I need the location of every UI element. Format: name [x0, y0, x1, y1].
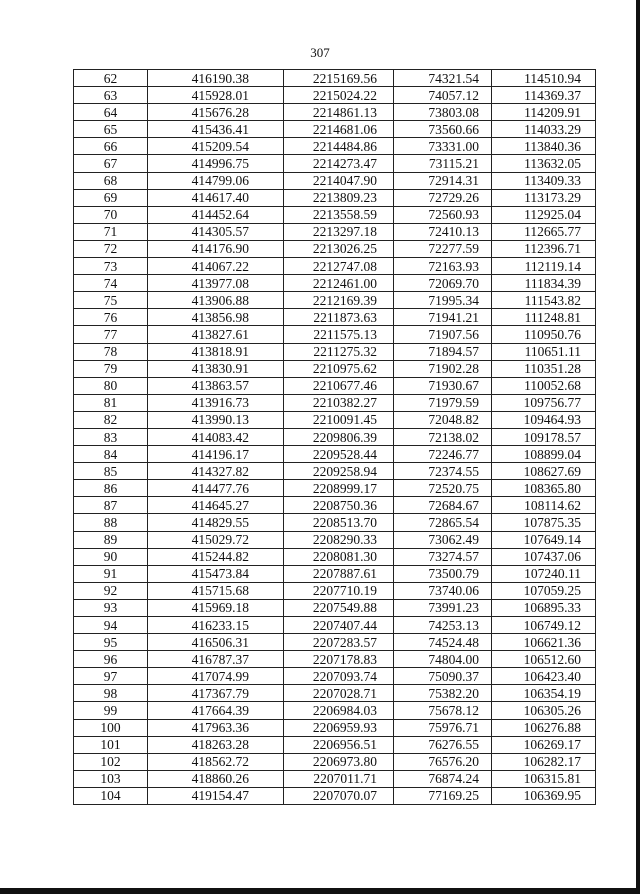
point-number-cell: 70	[74, 206, 148, 223]
point-number-cell: 78	[74, 343, 148, 360]
point-number-cell: 75	[74, 292, 148, 309]
value-cell-3: 71930.67	[394, 377, 492, 394]
table-row	[74, 343, 596, 360]
table-row	[74, 719, 596, 736]
value-cell-2: 2207028.71	[284, 685, 394, 702]
point-number-cell: 94	[74, 617, 148, 634]
value-cell-2: 2210382.27	[284, 394, 394, 411]
value-cell-2: 2207011.71	[284, 770, 394, 787]
point-number-cell: 85	[74, 463, 148, 480]
value-cell-4: 110651.11	[492, 343, 596, 360]
value-cell-1: 415244.82	[148, 548, 284, 565]
value-cell-3: 73274.57	[394, 548, 492, 565]
value-cell-4: 108365.80	[492, 480, 596, 497]
point-number-cell: 83	[74, 428, 148, 445]
point-number-cell: 68	[74, 172, 148, 189]
value-cell-3: 74524.48	[394, 634, 492, 651]
value-cell-2: 2209528.44	[284, 446, 394, 463]
value-cell-1: 416787.37	[148, 651, 284, 668]
value-cell-1: 415436.41	[148, 121, 284, 138]
value-cell-4: 110351.28	[492, 360, 596, 377]
coordinate-table	[73, 69, 596, 805]
value-cell-2: 2206984.03	[284, 702, 394, 719]
value-cell-4: 111834.39	[492, 275, 596, 292]
value-cell-3: 75976.71	[394, 719, 492, 736]
value-cell-3: 75382.20	[394, 685, 492, 702]
value-cell-2: 2207093.74	[284, 668, 394, 685]
value-cell-4: 113840.36	[492, 138, 596, 155]
value-cell-2: 2212169.39	[284, 292, 394, 309]
point-number-cell: 73	[74, 258, 148, 275]
table-row	[74, 548, 596, 565]
value-cell-2: 2207178.83	[284, 651, 394, 668]
point-number-cell: 84	[74, 446, 148, 463]
value-cell-2: 2208999.17	[284, 480, 394, 497]
value-cell-2: 2214681.06	[284, 121, 394, 138]
value-cell-4: 109756.77	[492, 394, 596, 411]
value-cell-3: 72729.26	[394, 189, 492, 206]
table-row	[74, 582, 596, 599]
table-row	[74, 275, 596, 292]
point-number-cell: 96	[74, 651, 148, 668]
value-cell-2: 2206959.93	[284, 719, 394, 736]
value-cell-2: 2213026.25	[284, 240, 394, 257]
value-cell-2: 2208290.33	[284, 531, 394, 548]
table-row	[74, 634, 596, 651]
value-cell-1: 414799.06	[148, 172, 284, 189]
value-cell-2: 2206973.80	[284, 753, 394, 770]
value-cell-2: 2215024.22	[284, 87, 394, 104]
value-cell-4: 111543.82	[492, 292, 596, 309]
value-cell-1: 414083.42	[148, 428, 284, 445]
value-cell-4: 107437.06	[492, 548, 596, 565]
point-number-cell: 66	[74, 138, 148, 155]
point-number-cell: 95	[74, 634, 148, 651]
value-cell-1: 419154.47	[148, 787, 284, 804]
value-cell-1: 416190.38	[148, 70, 284, 87]
table-row	[74, 172, 596, 189]
value-cell-4: 112119.14	[492, 258, 596, 275]
value-cell-2: 2213558.59	[284, 206, 394, 223]
value-cell-1: 414067.22	[148, 258, 284, 275]
value-cell-2: 2210677.46	[284, 377, 394, 394]
point-number-cell: 80	[74, 377, 148, 394]
point-number-cell: 104	[74, 787, 148, 804]
value-cell-3: 72048.82	[394, 411, 492, 428]
value-cell-1: 417367.79	[148, 685, 284, 702]
table-row	[74, 753, 596, 770]
value-cell-4: 113409.33	[492, 172, 596, 189]
value-cell-1: 414176.90	[148, 240, 284, 257]
value-cell-1: 414452.64	[148, 206, 284, 223]
point-number-cell: 77	[74, 326, 148, 343]
value-cell-4: 114369.37	[492, 87, 596, 104]
table-row	[74, 309, 596, 326]
table-body	[74, 70, 596, 805]
value-cell-4: 106305.26	[492, 702, 596, 719]
value-cell-4: 106512.60	[492, 651, 596, 668]
value-cell-3: 72138.02	[394, 428, 492, 445]
table-row	[74, 446, 596, 463]
value-cell-1: 414645.27	[148, 497, 284, 514]
value-cell-2: 2209806.39	[284, 428, 394, 445]
value-cell-1: 417074.99	[148, 668, 284, 685]
table-row	[74, 497, 596, 514]
value-cell-3: 72069.70	[394, 275, 492, 292]
value-cell-1: 413906.88	[148, 292, 284, 309]
table-row	[74, 360, 596, 377]
value-cell-2: 2207887.61	[284, 565, 394, 582]
value-cell-1: 415473.84	[148, 565, 284, 582]
point-number-cell: 63	[74, 87, 148, 104]
point-number-cell: 82	[74, 411, 148, 428]
value-cell-2: 2207710.19	[284, 582, 394, 599]
point-number-cell: 79	[74, 360, 148, 377]
value-cell-4: 106269.17	[492, 736, 596, 753]
value-cell-4: 114033.29	[492, 121, 596, 138]
value-cell-3: 73115.21	[394, 155, 492, 172]
value-cell-1: 416233.15	[148, 617, 284, 634]
table-row	[74, 87, 596, 104]
value-cell-3: 72914.31	[394, 172, 492, 189]
table-row	[74, 240, 596, 257]
value-cell-2: 2207407.44	[284, 617, 394, 634]
value-cell-4: 110052.68	[492, 377, 596, 394]
table-row	[74, 206, 596, 223]
value-cell-3: 73803.08	[394, 104, 492, 121]
value-cell-2: 2208750.36	[284, 497, 394, 514]
point-number-cell: 102	[74, 753, 148, 770]
value-cell-2: 2206956.51	[284, 736, 394, 753]
value-cell-4: 114209.91	[492, 104, 596, 121]
value-cell-3: 71941.21	[394, 309, 492, 326]
value-cell-4: 106315.81	[492, 770, 596, 787]
value-cell-4: 109178.57	[492, 428, 596, 445]
value-cell-2: 2214484.86	[284, 138, 394, 155]
value-cell-3: 73740.06	[394, 582, 492, 599]
point-number-cell: 65	[74, 121, 148, 138]
table-row	[74, 121, 596, 138]
point-number-cell: 87	[74, 497, 148, 514]
value-cell-4: 113632.05	[492, 155, 596, 172]
value-cell-1: 414327.82	[148, 463, 284, 480]
value-cell-2: 2210975.62	[284, 360, 394, 377]
table-row	[74, 155, 596, 172]
value-cell-1: 415715.68	[148, 582, 284, 599]
point-number-cell: 76	[74, 309, 148, 326]
value-cell-3: 71979.59	[394, 394, 492, 411]
table-row	[74, 189, 596, 206]
point-number-cell: 92	[74, 582, 148, 599]
value-cell-4: 106282.17	[492, 753, 596, 770]
table-row	[74, 787, 596, 804]
value-cell-4: 106354.19	[492, 685, 596, 702]
value-cell-1: 414829.55	[148, 514, 284, 531]
value-cell-2: 2211575.13	[284, 326, 394, 343]
page-edge-bottom	[0, 888, 640, 894]
point-number-cell: 100	[74, 719, 148, 736]
table-row	[74, 480, 596, 497]
value-cell-3: 75678.12	[394, 702, 492, 719]
table-row	[74, 104, 596, 121]
value-cell-1: 415969.18	[148, 599, 284, 616]
value-cell-1: 415928.01	[148, 87, 284, 104]
table-row	[74, 651, 596, 668]
value-cell-4: 114510.94	[492, 70, 596, 87]
value-cell-4: 106276.88	[492, 719, 596, 736]
value-cell-3: 73560.66	[394, 121, 492, 138]
table-row	[74, 394, 596, 411]
value-cell-1: 418860.26	[148, 770, 284, 787]
point-number-cell: 90	[74, 548, 148, 565]
table-row	[74, 138, 596, 155]
point-number-cell: 101	[74, 736, 148, 753]
value-cell-4: 106749.12	[492, 617, 596, 634]
point-number-cell: 69	[74, 189, 148, 206]
value-cell-3: 75090.37	[394, 668, 492, 685]
value-cell-1: 413916.73	[148, 394, 284, 411]
value-cell-1: 413990.13	[148, 411, 284, 428]
value-cell-4: 113173.29	[492, 189, 596, 206]
value-cell-3: 71995.34	[394, 292, 492, 309]
point-number-cell: 86	[74, 480, 148, 497]
value-cell-3: 74321.54	[394, 70, 492, 87]
value-cell-3: 73331.00	[394, 138, 492, 155]
value-cell-3: 72520.75	[394, 480, 492, 497]
value-cell-1: 414196.17	[148, 446, 284, 463]
table-row	[74, 617, 596, 634]
point-number-cell: 98	[74, 685, 148, 702]
value-cell-4: 107059.25	[492, 582, 596, 599]
point-number-cell: 67	[74, 155, 148, 172]
value-cell-3: 72684.67	[394, 497, 492, 514]
value-cell-1: 416506.31	[148, 634, 284, 651]
value-cell-2: 2211275.32	[284, 343, 394, 360]
value-cell-2: 2209258.94	[284, 463, 394, 480]
point-number-cell: 99	[74, 702, 148, 719]
value-cell-3: 76576.20	[394, 753, 492, 770]
value-cell-3: 72246.77	[394, 446, 492, 463]
table-row	[74, 599, 596, 616]
table-row	[74, 377, 596, 394]
table-row	[74, 702, 596, 719]
value-cell-2: 2208513.70	[284, 514, 394, 531]
point-number-cell: 88	[74, 514, 148, 531]
point-number-cell: 89	[74, 531, 148, 548]
value-cell-1: 418263.28	[148, 736, 284, 753]
value-cell-2: 2208081.30	[284, 548, 394, 565]
value-cell-4: 107875.35	[492, 514, 596, 531]
table-row	[74, 531, 596, 548]
value-cell-3: 72560.93	[394, 206, 492, 223]
value-cell-2: 2212461.00	[284, 275, 394, 292]
value-cell-2: 2213297.18	[284, 223, 394, 240]
value-cell-1: 415029.72	[148, 531, 284, 548]
value-cell-3: 77169.25	[394, 787, 492, 804]
value-cell-1: 415209.54	[148, 138, 284, 155]
page-edge-right	[636, 0, 640, 894]
value-cell-3: 72163.93	[394, 258, 492, 275]
point-number-cell: 64	[74, 104, 148, 121]
value-cell-2: 2211873.63	[284, 309, 394, 326]
point-number-cell: 97	[74, 668, 148, 685]
point-number-cell: 71	[74, 223, 148, 240]
value-cell-1: 417664.39	[148, 702, 284, 719]
table-row	[74, 223, 596, 240]
value-cell-2: 2210091.45	[284, 411, 394, 428]
table-row	[74, 411, 596, 428]
value-cell-3: 76874.24	[394, 770, 492, 787]
value-cell-2: 2214861.13	[284, 104, 394, 121]
value-cell-1: 413827.61	[148, 326, 284, 343]
value-cell-2: 2215169.56	[284, 70, 394, 87]
value-cell-4: 112665.77	[492, 223, 596, 240]
value-cell-2: 2212747.08	[284, 258, 394, 275]
value-cell-4: 106895.33	[492, 599, 596, 616]
value-cell-2: 2213809.23	[284, 189, 394, 206]
table-row	[74, 463, 596, 480]
value-cell-3: 72374.55	[394, 463, 492, 480]
value-cell-4: 108899.04	[492, 446, 596, 463]
table-row	[74, 70, 596, 87]
table-row	[74, 565, 596, 582]
value-cell-4: 108114.62	[492, 497, 596, 514]
table-row	[74, 292, 596, 309]
table-row	[74, 685, 596, 702]
value-cell-3: 71902.28	[394, 360, 492, 377]
value-cell-4: 112396.71	[492, 240, 596, 257]
value-cell-3: 72865.54	[394, 514, 492, 531]
point-number-cell: 91	[74, 565, 148, 582]
value-cell-3: 74804.00	[394, 651, 492, 668]
page-number: 307	[310, 45, 330, 60]
point-number-cell: 72	[74, 240, 148, 257]
value-cell-4: 109464.93	[492, 411, 596, 428]
table-row	[74, 428, 596, 445]
value-cell-4: 107649.14	[492, 531, 596, 548]
value-cell-4: 111248.81	[492, 309, 596, 326]
table-row	[74, 736, 596, 753]
value-cell-3: 74253.13	[394, 617, 492, 634]
value-cell-2: 2214273.47	[284, 155, 394, 172]
value-cell-1: 413863.57	[148, 377, 284, 394]
table-row	[74, 258, 596, 275]
value-cell-3: 73062.49	[394, 531, 492, 548]
value-cell-4: 110950.76	[492, 326, 596, 343]
value-cell-1: 415676.28	[148, 104, 284, 121]
value-cell-1: 418562.72	[148, 753, 284, 770]
value-cell-2: 2207283.57	[284, 634, 394, 651]
point-number-cell: 62	[74, 70, 148, 87]
value-cell-2: 2207549.88	[284, 599, 394, 616]
table-row	[74, 326, 596, 343]
value-cell-1: 413818.91	[148, 343, 284, 360]
point-number-cell: 81	[74, 394, 148, 411]
value-cell-3: 73991.23	[394, 599, 492, 616]
value-cell-1: 414305.57	[148, 223, 284, 240]
value-cell-4: 106369.95	[492, 787, 596, 804]
table-row	[74, 668, 596, 685]
table-row	[74, 514, 596, 531]
value-cell-4: 106621.36	[492, 634, 596, 651]
value-cell-1: 413856.98	[148, 309, 284, 326]
value-cell-1: 414996.75	[148, 155, 284, 172]
value-cell-3: 72410.13	[394, 223, 492, 240]
value-cell-1: 413977.08	[148, 275, 284, 292]
value-cell-4: 106423.40	[492, 668, 596, 685]
point-number-cell: 74	[74, 275, 148, 292]
value-cell-3: 71907.56	[394, 326, 492, 343]
value-cell-1: 413830.91	[148, 360, 284, 377]
value-cell-3: 72277.59	[394, 240, 492, 257]
value-cell-3: 74057.12	[394, 87, 492, 104]
value-cell-3: 76276.55	[394, 736, 492, 753]
point-number-cell: 103	[74, 770, 148, 787]
value-cell-1: 414617.40	[148, 189, 284, 206]
point-number-cell: 93	[74, 599, 148, 616]
value-cell-4: 107240.11	[492, 565, 596, 582]
value-cell-4: 112925.04	[492, 206, 596, 223]
value-cell-2: 2214047.90	[284, 172, 394, 189]
value-cell-4: 108627.69	[492, 463, 596, 480]
value-cell-1: 417963.36	[148, 719, 284, 736]
value-cell-2: 2207070.07	[284, 787, 394, 804]
value-cell-3: 73500.79	[394, 565, 492, 582]
table-row	[74, 770, 596, 787]
value-cell-3: 71894.57	[394, 343, 492, 360]
value-cell-1: 414477.76	[148, 480, 284, 497]
